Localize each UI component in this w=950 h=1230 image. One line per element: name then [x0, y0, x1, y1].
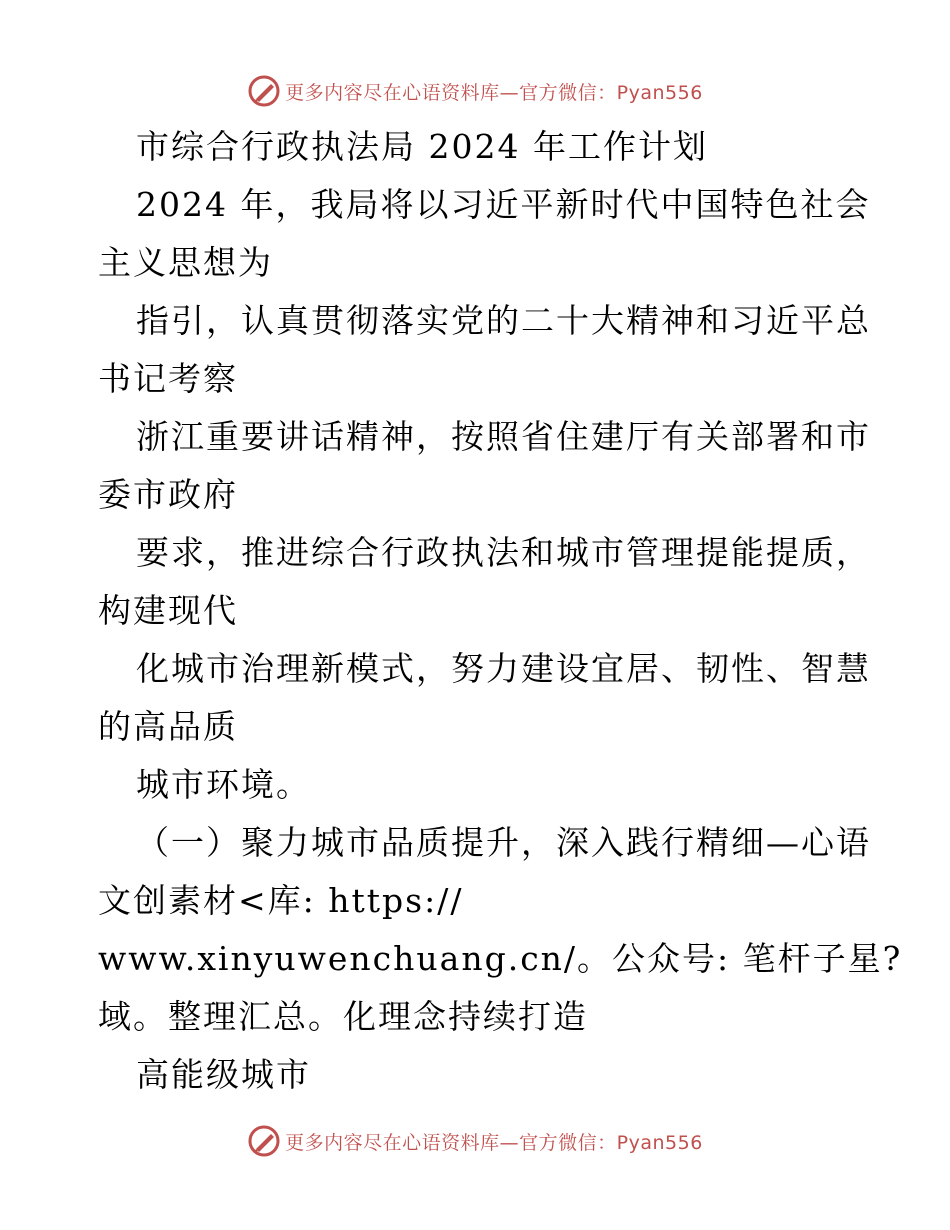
paragraph-line: www.xinyuwenchuang.cn/。公众号: 笔杆子星? [98, 939, 903, 978]
paragraph-line: 域。整理汇总。化理念持续打造 [98, 997, 588, 1036]
document-body [98, 118, 903, 1104]
paragraph-line: 文创素材<库: https:// [98, 881, 464, 920]
pen-logo-icon [247, 1124, 281, 1158]
footer-watermark-banner [0, 1124, 950, 1158]
paragraph-line: 主义思想为 [98, 243, 273, 282]
paragraph-line: 2024 年，我局将以习近平新时代中国特色社会 [136, 185, 871, 224]
header-watermark-text: 更多内容尽在心语资料库—官方微信：Pyan556 [285, 81, 703, 104]
paragraph-line: 浙江重要讲话精神，按照省住建厅有关部署和市 [136, 417, 871, 456]
footer-watermark-text: 更多内容尽在心语资料库—官方微信：Pyan556 [285, 1131, 703, 1154]
paragraph-line: 化城市治理新模式，努力建设宜居、韧性、智慧 [136, 649, 871, 688]
pen-logo-icon [247, 74, 281, 108]
paragraph-line: 构建现代 [98, 591, 238, 630]
paragraph-line: 指引，认真贯彻落实党的二十大精神和习近平总 [136, 301, 871, 340]
section-heading: （一）聚力城市品质提升，深入践行精细—心语 [136, 823, 871, 862]
paragraph-line: 高能级城市 [136, 1055, 311, 1094]
paragraph-line: 的高品质 [98, 707, 238, 746]
paragraph-line: 要求，推进综合行政执法和城市管理提能提质， [136, 533, 871, 572]
doc-title: 市综合行政执法局 2024 年工作计划 [136, 127, 708, 166]
paragraph-line: 委市政府 [98, 475, 238, 514]
paragraph-line: 城市环境。 [136, 765, 311, 804]
header-watermark-banner [0, 74, 950, 108]
paragraph-line: 书记考察 [98, 359, 238, 398]
